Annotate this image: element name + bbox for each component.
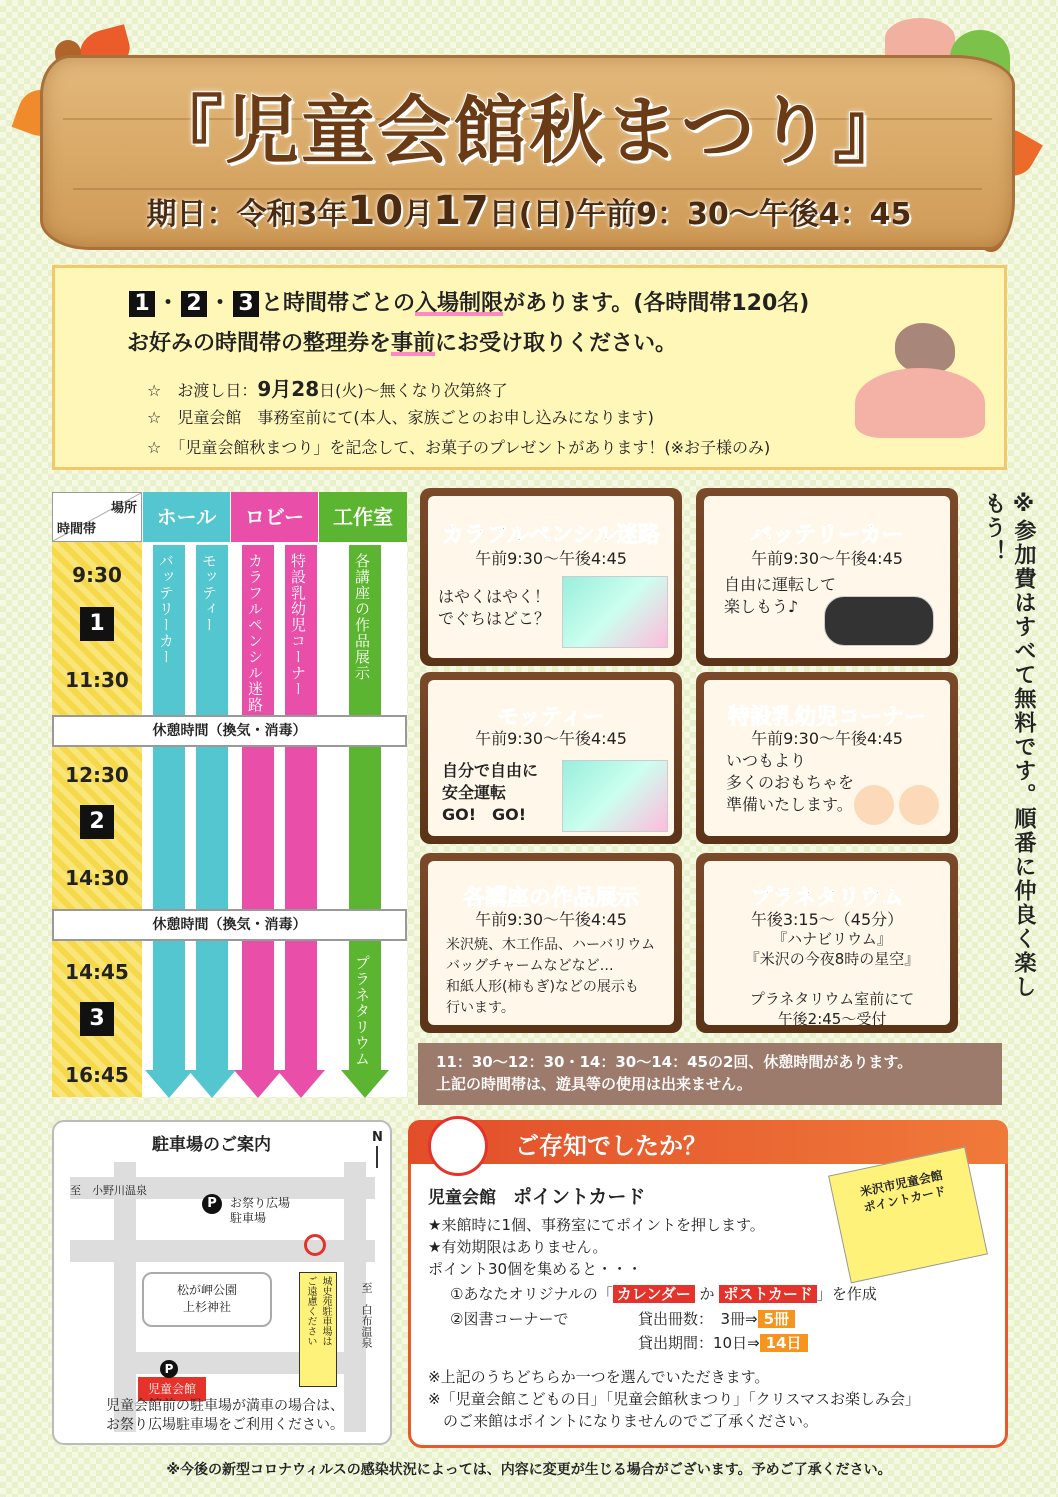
card-desc: 『ハナビリウム』 『米沢の今夜8時の星空』 プラネタリウム室前にて 午後2:45〜受付 — [744, 930, 920, 1028]
line2-b: にお受け取りください。 — [435, 331, 678, 356]
bar-label: バッテリーカー — [157, 553, 175, 665]
arrow-down-icon — [341, 1070, 389, 1098]
opt1-b: か — [699, 1285, 715, 1303]
arrow-down-icon — [234, 1070, 282, 1098]
map-label-kaikan: 児童会館 — [138, 1377, 206, 1401]
borrow2-b: 14日 — [760, 1334, 808, 1352]
time-label: 12:30 — [65, 763, 129, 787]
page-title: 『児童会館秋まつり』 — [149, 88, 909, 174]
baby-icon — [854, 785, 894, 825]
subtitle-b: ポイントカード — [513, 1186, 646, 1208]
know-note2: ※「児童会館こどもの日」「児童会館秋まつり」「クリスマスお楽しみ会」 — [428, 1390, 920, 1408]
borrow1-b: 5冊 — [758, 1310, 795, 1328]
date-m: 月 — [403, 197, 434, 232]
slot-number: 1 — [80, 607, 114, 641]
know-note1: ※上記のうちどちらか一つを選んでいただきます。 — [428, 1368, 770, 1386]
bar-infant-corner — [285, 545, 317, 1070]
date-suffix: 日(日)午前9：30〜午後4：45 — [488, 197, 912, 232]
map-label-parking: お祭り広場 駐車場 — [230, 1196, 291, 1225]
bar-label-planetarium: プラネタリウム — [353, 955, 371, 1067]
bar-label: モッティー — [200, 553, 218, 633]
card-desc: 自分で自由に 安全運転 GO! GO! — [442, 761, 539, 824]
map-no-parking-note: 城史苑駐車場は ご遠慮ください — [299, 1272, 337, 1387]
entry-info-box — [52, 265, 1007, 470]
time-label: 14:45 — [65, 960, 129, 984]
card-infant-corner — [696, 672, 958, 844]
bar-label: 各講座の作品展示 — [353, 553, 371, 681]
slot-2-badge: 2 — [181, 291, 207, 317]
covid-notice: ※今後の新型コロナウィルスの感染状況によっては、内容に変更が生じる場合がございます。予めご了承ください。 — [166, 1462, 892, 1478]
free-participation-note: ※参加費はすべて無料です。順番に仲良く楽しもう！ — [981, 492, 1036, 999]
date-month: 10 — [347, 188, 404, 234]
bar-exhibition — [349, 545, 381, 1070]
column-header-hall: ホール — [143, 492, 230, 542]
arrow-down-icon — [145, 1070, 193, 1098]
road — [114, 1162, 136, 1432]
map-label-shrine: 松が岬公園 上杉神社 — [142, 1272, 272, 1327]
bar-motty — [196, 545, 228, 1070]
map-footer-note: 児童会館前の駐車場が満車の場合は、 お祭り広場駐車場をご利用ください。 — [106, 1398, 344, 1433]
ticket-line — [127, 326, 677, 357]
star1-c: 日(火)〜無くなり次第終了 — [319, 381, 508, 400]
mushroom-icon — [885, 18, 955, 58]
card-title: 特設乳幼児コーナー — [727, 705, 926, 730]
column-header-lobby: ロビー — [231, 492, 318, 542]
bar-battery-car — [153, 545, 185, 1070]
card-time: 午前9:30〜午後4:45 — [475, 549, 627, 568]
card-desc: 自由に運転して 楽しもう♪ — [724, 575, 837, 616]
break-row: 休憩時間（換気・消毒） — [52, 715, 407, 747]
card-time: 午前9:30〜午後4:45 — [751, 549, 903, 568]
borrow1-a: 貸出冊数： 3冊⇒ — [638, 1310, 758, 1328]
card-desc: はやくはやく！ でぐちはどこ？ — [438, 587, 551, 628]
map-label-shirafu: 至 白布温泉 — [360, 1282, 373, 1348]
slot-3-badge: 3 — [233, 291, 259, 317]
star-item-3: ☆ 「児童会館秋まつり」を記念して、お菓子のプレゼントがあります！(※お子様のみ) — [147, 438, 771, 457]
time-label: 11:30 — [65, 668, 129, 692]
road — [70, 1240, 375, 1262]
subtitle-a: 児童会館 — [428, 1188, 496, 1208]
card-title: モッティー — [497, 705, 605, 730]
card-pencil-maze — [420, 488, 682, 666]
bar-label: カラフルペンシル迷路 — [246, 553, 264, 713]
line2-a: お好みの時間帯の整理券を — [127, 331, 392, 356]
line1-mid: と時間帯ごとの — [261, 291, 416, 316]
point-card-image: 米沢市児童会館 ポイントカード — [828, 1147, 988, 1284]
bar-pencil-maze — [242, 545, 274, 1070]
slot-number: 3 — [80, 1002, 114, 1036]
card-time: 午後3:15〜（45分） — [750, 910, 904, 929]
bar-label: 特設乳幼児コーナー — [289, 553, 307, 697]
photo-motty — [562, 760, 668, 832]
borrow2-a: 貸出期間：10日⇒ — [638, 1334, 760, 1352]
card-time: 午前9:30〜午後4:45 — [475, 729, 627, 748]
star1-a: ☆ お渡し日： — [147, 381, 258, 400]
know-title: ご存知でしたか？ — [515, 1132, 707, 1160]
card-planetarium — [696, 853, 958, 1033]
stump-icon — [855, 368, 985, 438]
schedule-corner — [52, 492, 142, 542]
corner-time: 時間帯 — [57, 522, 97, 537]
map-title: 駐車場のご案内 — [152, 1135, 271, 1155]
calendar-tag: カレンダー — [613, 1285, 695, 1303]
card-desc: いつもより 多くのおもちゃを 準備いたします。 — [726, 751, 855, 814]
know-note3: のご来館はポイントになりませんのでご了承ください。 — [428, 1412, 819, 1430]
know-line1: ★来館時に1個、事務室にてポイントを押します。 — [428, 1216, 765, 1234]
event-date — [0, 188, 1058, 234]
know-option2: ②図書コーナーで — [450, 1310, 569, 1328]
star1-b: 9月28 — [257, 377, 320, 401]
time-label: 16:45 — [65, 1063, 129, 1087]
card-exhibition — [420, 853, 682, 1033]
parking-icon: P — [160, 1360, 178, 1378]
time-label: 14:30 — [65, 866, 129, 890]
photo-battery-car — [824, 596, 934, 646]
star-item-2: ☆ 児童会館 事務室前にて(本人、家族ごとのお申し込みになります) — [147, 408, 654, 427]
know-option1 — [450, 1283, 877, 1305]
break-row: 休憩時間（換気・消毒） — [52, 909, 407, 941]
card-time: 午前9:30〜午後4:45 — [751, 729, 903, 748]
borrow-period — [638, 1332, 808, 1354]
entry-limit-line: 1 ・ 2 ・ 3 と時間帯ごとの入場制限があります。(各時間帯120名) — [127, 286, 809, 317]
card-title: バッテリーカー — [750, 523, 904, 548]
slot-number: 2 — [80, 805, 114, 839]
date-day: 17 — [433, 188, 489, 234]
break-notice-line2: 上記の時間帯は、遊具等の使用は出来ません。 — [436, 1075, 752, 1093]
star-item-1 — [147, 373, 508, 402]
card-motty — [420, 672, 682, 844]
north-arrow-icon — [376, 1146, 378, 1168]
baby-icon — [899, 785, 939, 825]
know-subtitle — [428, 1186, 645, 1209]
line2-underline: 事前 — [391, 331, 436, 356]
slot-1-badge: 1 — [129, 291, 155, 317]
card-title: プラネタリウム — [750, 886, 904, 911]
opt1-a: ①あなたオリジナルの「 — [450, 1285, 613, 1303]
corner-place: 場所 — [110, 501, 137, 516]
card-time: 午前9:30〜午後4:45 — [475, 910, 627, 929]
arrow-down-icon — [188, 1070, 236, 1098]
parking-icon: P — [202, 1194, 222, 1214]
opt1-c: 」を作成 — [816, 1285, 877, 1303]
map-label-onogawa: 至 小野川温泉 — [70, 1184, 147, 1197]
card-desc: 米沢焼、木工作品、ハーバリウム バッグチャームなどなど… 和紙人形(柿もぎ)などの展示も 行います。 — [446, 937, 656, 1016]
line1-end: があります。(各時間帯120名) — [503, 291, 810, 316]
break-notice — [418, 1043, 1002, 1105]
squirrel-icon — [895, 323, 955, 373]
line1-underline: 入場制限 — [415, 291, 504, 316]
arrow-down-icon — [277, 1070, 325, 1098]
time-label: 9:30 — [72, 563, 122, 587]
card-battery-car — [696, 488, 958, 666]
date-prefix: 期日：令和3年 — [146, 197, 348, 232]
know-content — [408, 1120, 1008, 1448]
card-title: カラフルペンシル迷路 — [441, 523, 661, 548]
break-notice-line1: 11：30〜12：30・14：30〜14：45の2回、休憩時間があります。 — [436, 1053, 913, 1071]
borrow-count — [638, 1308, 795, 1330]
postcard-tag: ポストカード — [719, 1285, 817, 1303]
card-title: 各講座の作品展示 — [462, 886, 639, 911]
know-line2: ★有効期限はありません。 — [428, 1238, 608, 1256]
no-entry-icon — [304, 1234, 326, 1256]
north-label: N — [372, 1130, 383, 1145]
column-header-workroom: 工作室 — [319, 492, 407, 542]
photo-pencil-maze — [562, 576, 668, 648]
know-line3: ポイント30個を集めると・・・ — [428, 1260, 643, 1278]
